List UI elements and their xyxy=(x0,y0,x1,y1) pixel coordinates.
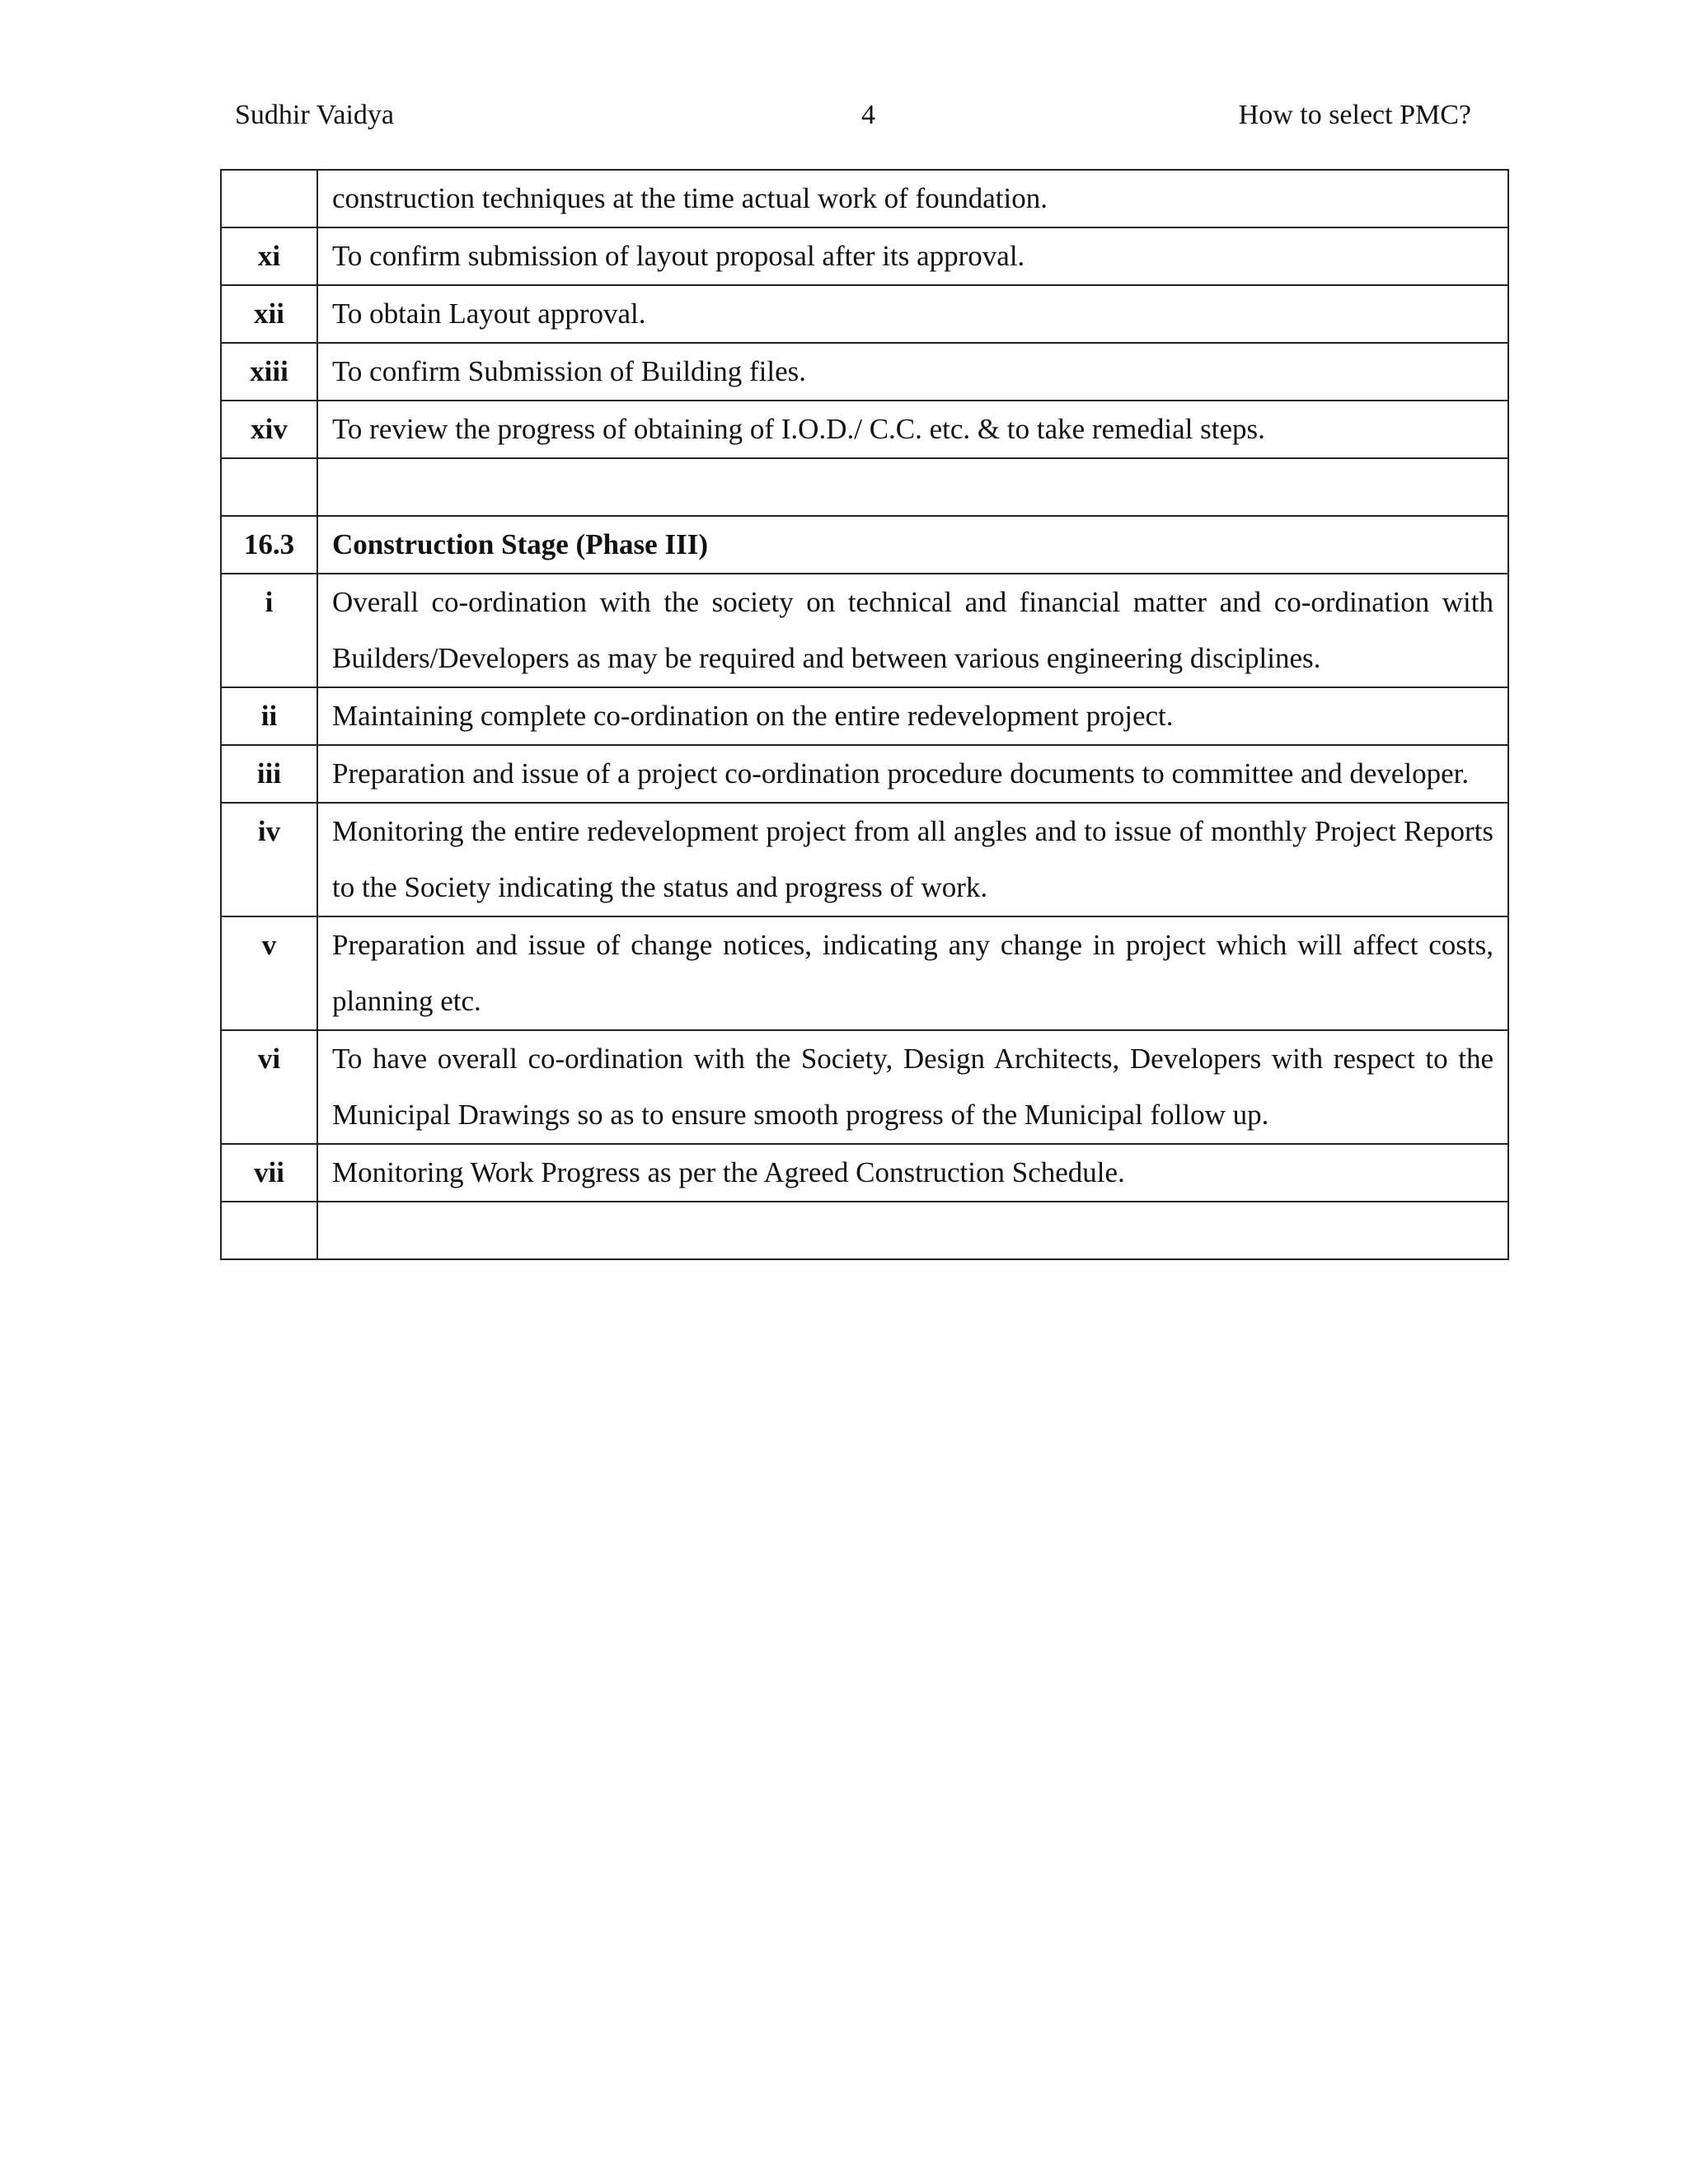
item-text: To obtain Layout approval. xyxy=(317,285,1508,343)
item-number: vii xyxy=(221,1144,317,1202)
item-text: To confirm submission of layout proposal after its approval. xyxy=(317,227,1508,285)
item-text: construction techniques at the time actual work of foundation. xyxy=(317,170,1508,227)
item-number: iv xyxy=(221,803,317,916)
table-row-blank xyxy=(221,458,1508,516)
item-number: ii xyxy=(221,687,317,745)
table-body xyxy=(221,170,1508,1259)
header-title: How to select PMC? xyxy=(1238,100,1471,130)
item-text: Preparation and issue of a project co-ordination procedure documents to committee and developer. xyxy=(317,745,1508,803)
item-text: Preparation and issue of change notices, indicating any change in project which will affect costs, planning etc. xyxy=(317,916,1508,1030)
table-row xyxy=(221,1144,1508,1202)
table-row-blank xyxy=(221,1202,1508,1259)
table-row xyxy=(221,745,1508,803)
item-number: xiii xyxy=(221,343,317,401)
item-number: xiv xyxy=(221,401,317,458)
table-row xyxy=(221,687,1508,745)
item-text xyxy=(317,1202,1508,1259)
item-text: Monitoring the entire redevelopment project from all angles and to issue of monthly Project Reports to the Society indicating the status and progress of work. xyxy=(317,803,1508,916)
item-text: Maintaining complete co-ordination on the entire redevelopment project. xyxy=(317,687,1508,745)
item-text: To confirm Submission of Building files. xyxy=(317,343,1508,401)
item-number: i xyxy=(221,574,317,687)
item-text: Overall co-ordination with the society on technical and financial matter and co-ordination with Builders/Developers as may be required and between various engineering disciplines. xyxy=(317,574,1508,687)
table-row xyxy=(221,916,1508,1030)
item-number: iii xyxy=(221,745,317,803)
table-row xyxy=(221,803,1508,916)
item-number: v xyxy=(221,916,317,1030)
table-row xyxy=(221,516,1508,574)
item-number: xi xyxy=(221,227,317,285)
table-row xyxy=(221,574,1508,687)
table-row xyxy=(221,343,1508,401)
table-row xyxy=(221,227,1508,285)
table-row xyxy=(221,401,1508,458)
table-row xyxy=(221,285,1508,343)
page-header xyxy=(235,95,1471,136)
section-heading: Construction Stage (Phase III) xyxy=(317,516,1508,574)
item-text: To review the progress of obtaining of I.O.D./ C.C. etc. & to take remedial steps. xyxy=(317,401,1508,458)
item-number: vi xyxy=(221,1030,317,1144)
table-row xyxy=(221,170,1508,227)
header-author: Sudhir Vaidya xyxy=(235,100,394,130)
responsibilities-table xyxy=(220,169,1509,1260)
item-number: xii xyxy=(221,285,317,343)
item-text: To have overall co-ordination with the Society, Design Architects, Developers with respect to the Municipal Drawings so as to ensure smooth progress of the Municipal follow up. xyxy=(317,1030,1508,1144)
table-row xyxy=(221,1030,1508,1144)
item-number xyxy=(221,1202,317,1259)
item-number xyxy=(221,458,317,516)
item-number xyxy=(221,170,317,227)
item-text: Monitoring Work Progress as per the Agreed Construction Schedule. xyxy=(317,1144,1508,1202)
item-text xyxy=(317,458,1508,516)
item-number: 16.3 xyxy=(221,516,317,574)
header-page-number: 4 xyxy=(861,100,875,130)
